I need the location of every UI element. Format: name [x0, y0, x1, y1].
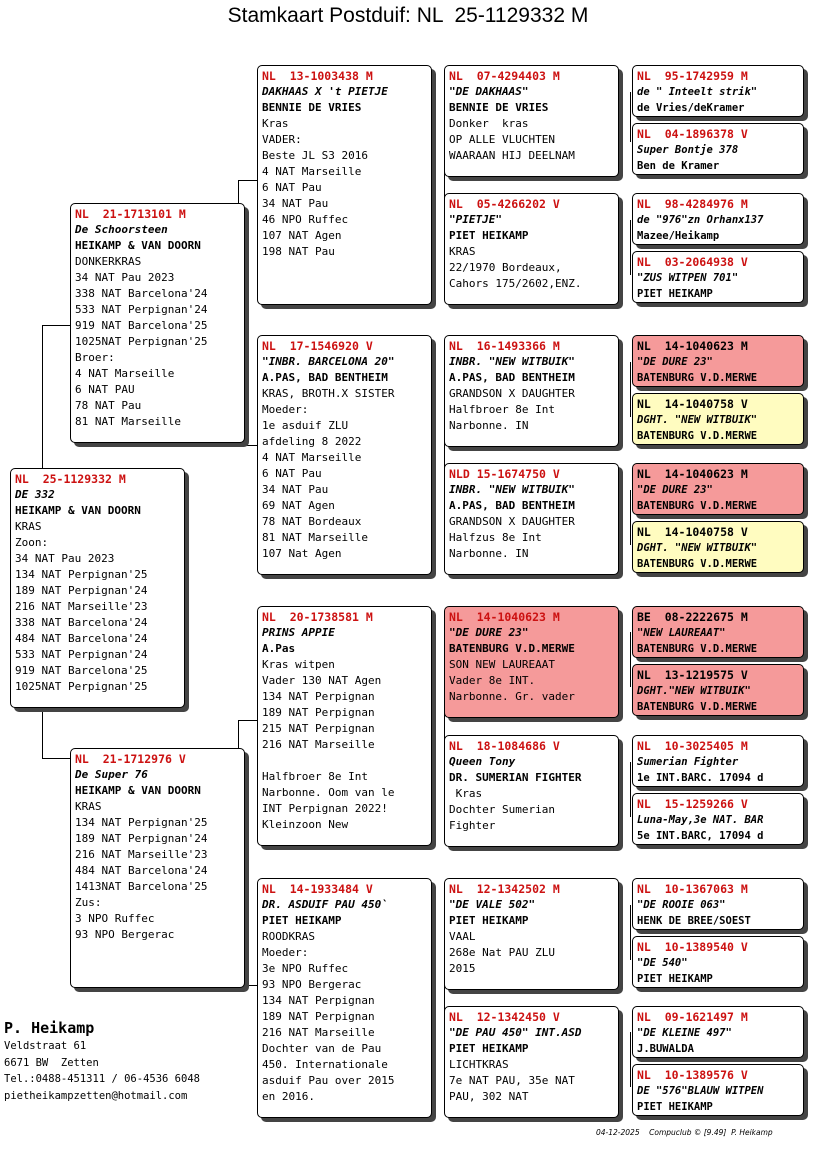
ring-number: NL 14-1040758 V [637, 525, 748, 539]
connector [630, 490, 631, 545]
info-line: Halfzus 8e Int [449, 531, 542, 544]
ring-number: NL 15-1259266 V [637, 797, 748, 811]
info-line: 450. Internationale [262, 1058, 388, 1071]
owner-name: PIET HEIKAMP [449, 914, 529, 927]
owner-name: de Vries/deKramer [637, 102, 745, 114]
pigeon-name: DAKHAAS X 't PIETJE [262, 85, 388, 98]
pigeon-name: De Super 76 [75, 768, 148, 781]
pigeon-name: Queen Tony [449, 755, 516, 768]
pigeon-name: Super Bontje 378 [637, 144, 739, 156]
owner-name: PIET HEIKAMP [637, 1101, 713, 1113]
info-line: 484 NAT Barcelona'24 [15, 632, 148, 645]
info-line: 533 NAT Perpignan'24 [15, 648, 148, 661]
info-line: VADER: [262, 133, 302, 146]
pigeon-name: DE 332 [15, 488, 55, 501]
pedigree-card-g4[interactable] [632, 1064, 804, 1116]
info-line: 107 NAT Agen [262, 229, 342, 242]
info-line: VAAL [449, 930, 476, 943]
info-line: Halfbroer 8e Int [449, 403, 555, 416]
pigeon-name: "DE DAKHAAS" [449, 85, 529, 98]
connector [630, 632, 631, 687]
info-line: 6 NAT Pau [262, 467, 322, 480]
info-line: 7e NAT PAU, 35e NAT [449, 1074, 575, 1087]
ring-number: NL 14-1040623 M [449, 610, 560, 624]
info-line: 338 NAT Barcelona'24 [75, 287, 208, 300]
info-line: 4 NAT Marseille [75, 367, 175, 380]
info-line: 34 NAT Pau 2023 [15, 552, 115, 565]
pigeon-name: "NEW LAUREAAT" [637, 627, 726, 639]
pigeon-name: "PIETJE" [449, 213, 502, 226]
info-line: asduif Pau over 2015 [262, 1074, 395, 1087]
pedigree-card-great-grandparent[interactable] [444, 606, 619, 718]
info-line: 268e Nat PAU ZLU [449, 946, 555, 959]
info-line: 3 NPO Ruffec [75, 912, 155, 925]
pigeon-name: DR. ASDUIF PAU 450` [262, 898, 388, 911]
info-line: ROODKRAS [262, 930, 315, 943]
pedigree-card-g4[interactable] [632, 735, 804, 787]
pedigree-card-g4[interactable] [632, 335, 804, 387]
pigeon-name: "DE DURE 23" [637, 484, 713, 496]
owner-name: HEIKAMP & VAN DOORN [15, 504, 141, 517]
info-line: 22/1970 Bordeaux, [449, 261, 562, 274]
owner-name: DR. SUMERIAN FIGHTER [449, 771, 582, 784]
info-line: 919 NAT Barcelona'25 [75, 319, 208, 332]
info-line: 919 NAT Barcelona'25 [15, 664, 148, 677]
info-line: DONKERKRAS [75, 255, 142, 268]
pedigree-card-g4[interactable] [632, 251, 804, 303]
info-line: INT Perpignan 2022! [262, 802, 388, 815]
info-line: 46 NPO Ruffec [262, 213, 349, 226]
pedigree-card-g4[interactable] [632, 193, 804, 245]
ring-number: NL 25-1129332 M [15, 472, 126, 486]
breeder-city: 6671 BW Zetten [4, 1056, 99, 1069]
pedigree-card-grandparent[interactable] [257, 335, 432, 575]
info-line: 533 NAT Perpignan'24 [75, 303, 208, 316]
info-line: SON NEW LAUREAAT [449, 658, 555, 671]
info-line: KRAS [75, 800, 102, 813]
info-line: Broer: [75, 351, 115, 364]
info-line: Halfbroer 8e Int [262, 770, 368, 783]
info-line: 2015 [449, 962, 476, 975]
pedigree-card-great-grandparent[interactable] [444, 193, 619, 305]
pigeon-name: INBR. "NEW WITBUIK" [449, 355, 575, 368]
info-line: 134 NAT Perpignan'25 [75, 816, 208, 829]
owner-name: BATENBURG V.D.MERWE [637, 372, 758, 384]
ring-number: NL 03-2064938 V [637, 255, 748, 269]
pedigree-card-grandparent[interactable] [257, 65, 432, 305]
info-line: Zoon: [15, 536, 49, 549]
info-line: 93 NPO Bergerac [75, 928, 175, 941]
info-line: GRANDSON X DAUGHTER [449, 515, 575, 528]
owner-name: BATENBURG V.D.MERWE [449, 642, 575, 655]
ring-number: NLD 15-1674750 V [449, 467, 560, 481]
info-line: 1e asduif ZLU [262, 419, 349, 432]
pigeon-name: de "976"zn Orhanx137 [637, 214, 764, 226]
ring-number: NL 16-1493366 M [449, 339, 560, 353]
ring-number: NL 17-1546920 V [262, 339, 373, 353]
info-line: Narbonne. Oom van le [262, 786, 395, 799]
ring-number: NL 10-3025405 M [637, 739, 748, 753]
pedigree-card-sire[interactable] [70, 203, 245, 443]
connector [630, 92, 631, 142]
ring-number: NL 95-1742959 M [637, 69, 748, 83]
pedigree-card-g4[interactable] [632, 393, 804, 445]
info-line: Beste JL S3 2016 [262, 149, 368, 162]
pedigree-card-grandparent[interactable] [257, 606, 432, 846]
info-line: 216 NAT Marseille [262, 738, 375, 751]
info-line: WAARAAN HIJ DEELNAM [449, 149, 575, 162]
owner-name: PIET HEIKAMP [449, 229, 529, 242]
ring-number: NL 20-1738581 M [262, 610, 373, 624]
owner-name: PIET HEIKAMP [262, 914, 342, 927]
info-line: 78 NAT Bordeaux [262, 515, 362, 528]
info-line: en 2016. [262, 1090, 315, 1103]
pigeon-name: DGHT. "NEW WITBUIK" [637, 542, 758, 554]
pigeon-name: DGHT. "NEW WITBUIK" [637, 414, 758, 426]
ring-number: NL 14-1933484 V [262, 882, 373, 896]
connector [238, 180, 258, 181]
ring-number: NL 09-1621497 M [637, 1010, 748, 1024]
ring-number: NL 12-1342450 V [449, 1010, 560, 1024]
info-line: afdeling 8 2022 [262, 435, 362, 448]
info-line: 134 NAT Perpignan [262, 994, 375, 1007]
ring-number: NL 12-1342502 M [449, 882, 560, 896]
info-line: KRAS [15, 520, 42, 533]
pigeon-name: "DE 540" [637, 957, 688, 969]
owner-name: A.PAS, BAD BENTHEIM [262, 371, 388, 384]
info-line: 34 NAT Pau 2023 [75, 271, 175, 284]
ring-number: NL 13-1003438 M [262, 69, 373, 83]
pedigree-card-g4[interactable] [632, 1006, 804, 1058]
breeder-name: P. Heikamp [4, 1019, 95, 1037]
info-line: 1025NAT Perpignan'25 [15, 680, 148, 693]
info-line: Kleinzoon New [262, 818, 349, 831]
owner-name: A.Pas [262, 642, 296, 655]
info-line: 189 NAT Perpignan'24 [75, 832, 208, 845]
connector [42, 325, 70, 326]
connector [42, 708, 43, 758]
pigeon-name: "INBR. BARCELONA 20" [262, 355, 395, 368]
info-line: KRAS [449, 245, 476, 258]
info-line: Kras [449, 787, 483, 800]
info-line: GRANDSON X DAUGHTER [449, 387, 575, 400]
owner-name: A.PAS, BAD BENTHEIM [449, 499, 575, 512]
ring-number: NL 98-4284976 M [637, 197, 748, 211]
info-line: 198 NAT Pau [262, 245, 335, 258]
pigeon-name: PRINS APPIE [262, 626, 335, 639]
owner-name: J.BUWALDA [637, 1043, 694, 1055]
connector [630, 362, 631, 417]
info-line: OP ALLE VLUCHTEN [449, 133, 555, 146]
pigeon-name: "DE PAU 450" INT.ASD [449, 1026, 582, 1039]
connector [630, 220, 631, 275]
ring-number: BE 08-2222675 M [637, 610, 748, 624]
pigeon-name: "DE KLEINE 497" [637, 1027, 732, 1039]
pedigree-card-great-grandparent[interactable] [444, 335, 619, 447]
pedigree-card-great-grandparent[interactable] [444, 878, 619, 990]
pigeon-name: DGHT."NEW WITBUIK" [637, 685, 751, 697]
pedigree-card-subject[interactable] [10, 468, 185, 708]
info-line: Narbonne. Gr. vader [449, 690, 575, 703]
info-line: Fighter [449, 819, 496, 832]
info-line: Vader 130 NAT Agen [262, 674, 382, 687]
info-line: Moeder: [262, 946, 309, 959]
connector [42, 758, 70, 759]
owner-name: BATENBURG V.D.MERWE [637, 500, 758, 512]
pedigree-card-g4[interactable] [632, 878, 804, 930]
connector [238, 445, 258, 446]
info-line: Narbonne. IN [449, 419, 529, 432]
pedigree-card-g4[interactable] [632, 606, 804, 658]
ring-number: NL 07-4294403 M [449, 69, 560, 83]
owner-name: HEIKAMP & VAN DOORN [75, 239, 201, 252]
ring-number: NL 10-1367063 M [637, 882, 748, 896]
info-line: Narbonne. IN [449, 547, 529, 560]
info-line: 216 NAT Marseille'23 [75, 848, 208, 861]
owner-name: HENK DE BREE/SOEST [637, 915, 751, 927]
info-line: 107 Nat Agen [262, 547, 342, 560]
owner-name: A.PAS, BAD BENTHEIM [449, 371, 575, 384]
pigeon-name: "DE DURE 23" [449, 626, 529, 639]
pedigree-card-great-grandparent[interactable] [444, 1006, 619, 1118]
info-line: KRAS, BROTH.X SISTER [262, 387, 395, 400]
info-line: 189 NAT Perpignan'24 [15, 584, 148, 597]
ring-number: NL 10-1389540 V [637, 940, 748, 954]
pedigree-card-g4[interactable] [632, 463, 804, 515]
pedigree-card-great-grandparent[interactable] [444, 735, 619, 847]
ring-number: NL 04-1896378 V [637, 127, 748, 141]
pedigree-card-grandparent[interactable] [257, 878, 432, 1118]
info-line: 6 NAT Pau [262, 181, 322, 194]
owner-name: BATENBURG V.D.MERWE [637, 558, 758, 570]
info-line: 189 NAT Perpignan [262, 706, 375, 719]
owner-name: BATENBURG V.D.MERWE [637, 701, 758, 713]
owner-name: BENNIE DE VRIES [262, 101, 362, 114]
owner-name: BATENBURG V.D.MERWE [637, 643, 758, 655]
footer-credit: 04-12-2025 Compuclub © [9.49] P. Heikamp [596, 1128, 773, 1137]
pigeon-name: "DE VALE 502" [449, 898, 536, 911]
connector [238, 720, 258, 721]
info-line: 4 NAT Marseille [262, 451, 362, 464]
info-line: LICHTKRAS [449, 1058, 509, 1071]
pedigree-card-g4[interactable] [632, 793, 804, 845]
pigeon-name: "DE DURE 23" [637, 356, 713, 368]
owner-name: BATENBURG V.D.MERWE [637, 430, 758, 442]
page-title: Stamkaart Postduif: NL 25-1129332 M [227, 4, 589, 27]
owner-name: HEIKAMP & VAN DOORN [75, 784, 201, 797]
pedigree-card-great-grandparent[interactable] [444, 65, 619, 177]
pigeon-name: Luna-May,3e NAT. BAR [637, 814, 764, 826]
info-line: 189 NAT Perpignan [262, 1010, 375, 1023]
owner-name: PIET HEIKAMP [449, 1042, 529, 1055]
info-line: Dochter Sumerian [449, 803, 555, 816]
info-line: Kras witpen [262, 658, 335, 671]
connector [630, 1032, 631, 1087]
breeder-info [4, 1018, 200, 1104]
pigeon-name: Sumerian Fighter [637, 756, 739, 768]
info-line: 6 NAT PAU [75, 383, 135, 396]
info-line: 81 NAT Marseille [75, 415, 181, 428]
pigeon-name: de " Inteelt strik" [637, 86, 758, 98]
info-line: 1413NAT Barcelona'25 [75, 880, 208, 893]
info-line: Donker kras [449, 117, 529, 130]
owner-name: Ben de Kramer [637, 160, 720, 172]
info-line: 4 NAT Marseille [262, 165, 362, 178]
pedigree-card-g4[interactable] [632, 664, 804, 716]
info-line: 78 NAT Pau [75, 399, 142, 412]
info-line: 69 NAT Agen [262, 499, 335, 512]
owner-name: Mazee/Heikamp [637, 230, 720, 242]
breeder-email[interactable]: pietheikampzetten@hotmail.com [4, 1089, 188, 1102]
pigeon-name: "DE ROOIE 063" [637, 899, 726, 911]
ring-number: NL 10-1389576 V [637, 1068, 748, 1082]
info-line: 81 NAT Marseille [262, 531, 368, 544]
info-line: 134 NAT Perpignan'25 [15, 568, 148, 581]
info-line: 134 NAT Perpignan [262, 690, 375, 703]
pedigree-card-g4[interactable] [632, 521, 804, 573]
ring-number: NL 05-4266202 V [449, 197, 560, 211]
pigeon-name: "ZUS WITPEN 701" [637, 272, 739, 284]
ring-number: NL 21-1712976 V [75, 752, 186, 766]
pedigree-card-great-grandparent[interactable] [444, 463, 619, 575]
info-line: 216 NAT Marseille'23 [15, 600, 148, 613]
pedigree-card-dam[interactable] [70, 748, 245, 988]
ring-number: NL 14-1040623 M [637, 467, 748, 481]
info-line: Cahors 175/2602,ENZ. [449, 277, 582, 290]
info-line: Kras [262, 117, 289, 130]
info-line: Vader 8e INT. [449, 674, 536, 687]
info-line: Zus: [75, 896, 102, 909]
owner-name: BENNIE DE VRIES [449, 101, 549, 114]
breeder-phone: Tel.:0488-451311 / 06-4536 6048 [4, 1073, 200, 1085]
info-line: 216 NAT Marseille [262, 1026, 375, 1039]
ring-number: NL 13-1219575 V [637, 668, 748, 682]
info-line: 34 NAT Pau [262, 483, 329, 496]
owner-name: PIET HEIKAMP [637, 973, 713, 985]
owner-name: PIET HEIKAMP [637, 288, 713, 300]
pedigree-card-g4[interactable] [632, 65, 804, 117]
ring-number: NL 18-1084686 V [449, 739, 560, 753]
owner-name: 1e INT.BARC. 17094 d [637, 772, 764, 784]
info-line: 34 NAT Pau [262, 197, 329, 210]
info-line: Dochter van de Pau [262, 1042, 382, 1055]
info-line: 215 NAT Perpignan [262, 722, 375, 735]
info-line: 338 NAT Barcelona'24 [15, 616, 148, 629]
connector [630, 905, 631, 960]
pigeon-name: INBR. "NEW WITBUIK" [449, 483, 575, 496]
info-line: 3e NPO Ruffec [262, 962, 349, 975]
ring-number: NL 14-1040758 V [637, 397, 748, 411]
info-line: PAU, 302 NAT [449, 1090, 529, 1103]
pigeon-name: De Schoorsteen [75, 223, 168, 236]
owner-name: 5e INT.BARC, 17094 d [637, 830, 764, 842]
info-line: 1025NAT Perpignan'25 [75, 335, 208, 348]
pedigree-card-g4[interactable] [632, 123, 804, 175]
ring-number: NL 21-1713101 M [75, 207, 186, 221]
pigeon-name: DE "576"BLAUW WITPEN [637, 1085, 764, 1097]
connector [630, 762, 631, 817]
info-line: 93 NPO Bergerac [262, 978, 362, 991]
info-line [262, 753, 427, 769]
ring-number: NL 14-1040623 M [637, 339, 748, 353]
info-line: Moeder: [262, 403, 309, 416]
pedigree-card-g4[interactable] [632, 936, 804, 988]
breeder-street: Veldstraat 61 [4, 1040, 87, 1052]
connector [42, 325, 43, 470]
info-line: 484 NAT Barcelona'24 [75, 864, 208, 877]
